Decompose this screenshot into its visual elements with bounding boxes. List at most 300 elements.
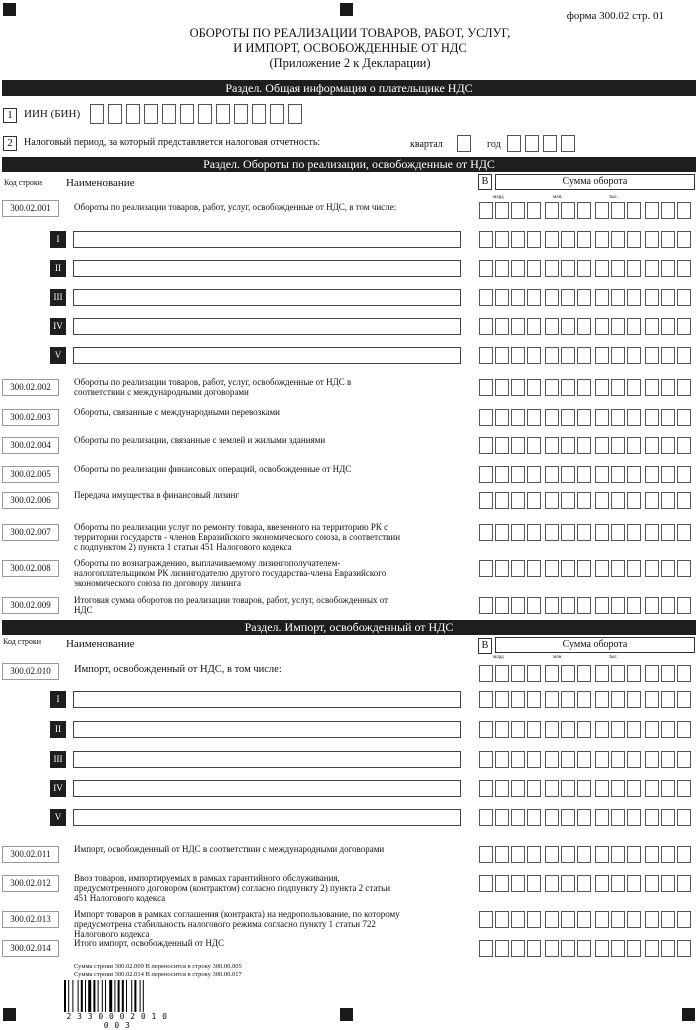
amount-digit-cell[interactable] [561, 780, 575, 797]
amount-digit-cell[interactable] [611, 911, 625, 928]
amount-digit-cell[interactable] [627, 492, 641, 509]
amount-digit-cell[interactable] [661, 780, 675, 797]
amount-digit-cell[interactable] [611, 202, 625, 219]
sub-row-name-input[interactable] [73, 347, 461, 364]
amount-digit-cell[interactable] [545, 466, 559, 483]
amount-digit-cell[interactable] [511, 409, 525, 426]
amount-digit-cell[interactable] [561, 260, 575, 277]
amount-digit-cell[interactable] [595, 202, 609, 219]
amount-digit-cell[interactable] [561, 347, 575, 364]
amount-digit-cell[interactable] [495, 202, 509, 219]
amount-digit-cell[interactable] [661, 809, 675, 826]
currency-v-cell[interactable] [479, 809, 493, 826]
amount-digit-cell[interactable] [661, 846, 675, 863]
amount-digit-cell[interactable] [545, 911, 559, 928]
amount-digit-cell[interactable] [661, 911, 675, 928]
iin-digit-cell[interactable] [162, 104, 176, 124]
year-digit-cell[interactable] [543, 135, 557, 152]
amount-digit-cell[interactable] [611, 524, 625, 541]
amount-digit-cell[interactable] [627, 347, 641, 364]
amount-digit-cell[interactable] [545, 437, 559, 454]
amount-digit-cell[interactable] [561, 560, 575, 577]
amount-digit-cell[interactable] [577, 231, 591, 248]
currency-v-cell[interactable] [479, 347, 493, 364]
sub-row-name-input[interactable] [73, 260, 461, 277]
amount-digit-cell[interactable] [627, 260, 641, 277]
currency-v-cell[interactable] [479, 379, 493, 396]
amount-digit-cell[interactable] [595, 809, 609, 826]
amount-digit-cell[interactable] [511, 524, 525, 541]
amount-digit-cell[interactable] [595, 231, 609, 248]
amount-digit-cell[interactable] [645, 524, 659, 541]
amount-digit-cell[interactable] [627, 911, 641, 928]
amount-digit-cell[interactable] [627, 231, 641, 248]
amount-digit-cell[interactable] [511, 665, 525, 682]
amount-digit-cell[interactable] [527, 289, 541, 306]
amount-digit-cell[interactable] [577, 691, 591, 708]
amount-digit-cell[interactable] [661, 437, 675, 454]
iin-digit-cell[interactable] [288, 104, 302, 124]
currency-v-cell[interactable] [479, 940, 493, 957]
amount-digit-cell[interactable] [577, 466, 591, 483]
amount-digit-cell[interactable] [527, 809, 541, 826]
amount-digit-cell[interactable] [627, 721, 641, 738]
amount-digit-cell[interactable] [627, 318, 641, 335]
amount-digit-cell[interactable] [511, 231, 525, 248]
iin-digit-cell[interactable] [108, 104, 122, 124]
amount-digit-cell[interactable] [511, 846, 525, 863]
amount-digit-cell[interactable] [495, 560, 509, 577]
amount-digit-cell[interactable] [677, 347, 691, 364]
amount-digit-cell[interactable] [661, 492, 675, 509]
amount-digit-cell[interactable] [627, 560, 641, 577]
amount-digit-cell[interactable] [577, 665, 591, 682]
amount-digit-cell[interactable] [611, 492, 625, 509]
amount-digit-cell[interactable] [627, 846, 641, 863]
amount-digit-cell[interactable] [495, 721, 509, 738]
amount-digit-cell[interactable] [577, 809, 591, 826]
amount-digit-cell[interactable] [495, 347, 509, 364]
amount-digit-cell[interactable] [577, 721, 591, 738]
amount-digit-cell[interactable] [645, 466, 659, 483]
amount-digit-cell[interactable] [527, 492, 541, 509]
amount-digit-cell[interactable] [561, 665, 575, 682]
currency-v-cell[interactable] [479, 466, 493, 483]
amount-digit-cell[interactable] [577, 560, 591, 577]
currency-v-cell[interactable] [479, 289, 493, 306]
amount-digit-cell[interactable] [545, 409, 559, 426]
amount-digit-cell[interactable] [577, 597, 591, 614]
amount-digit-cell[interactable] [561, 691, 575, 708]
amount-digit-cell[interactable] [545, 379, 559, 396]
amount-digit-cell[interactable] [661, 260, 675, 277]
amount-digit-cell[interactable] [561, 466, 575, 483]
amount-digit-cell[interactable] [677, 379, 691, 396]
currency-v-cell[interactable] [479, 437, 493, 454]
amount-digit-cell[interactable] [495, 751, 509, 768]
amount-digit-cell[interactable] [577, 524, 591, 541]
amount-digit-cell[interactable] [577, 492, 591, 509]
amount-digit-cell[interactable] [677, 560, 691, 577]
amount-digit-cell[interactable] [611, 597, 625, 614]
amount-digit-cell[interactable] [495, 940, 509, 957]
amount-digit-cell[interactable] [511, 597, 525, 614]
amount-digit-cell[interactable] [611, 318, 625, 335]
amount-digit-cell[interactable] [595, 691, 609, 708]
currency-v-cell[interactable] [479, 721, 493, 738]
amount-digit-cell[interactable] [611, 751, 625, 768]
amount-digit-cell[interactable] [677, 875, 691, 892]
amount-digit-cell[interactable] [527, 409, 541, 426]
amount-digit-cell[interactable] [595, 409, 609, 426]
amount-digit-cell[interactable] [577, 875, 591, 892]
amount-digit-cell[interactable] [595, 437, 609, 454]
amount-digit-cell[interactable] [677, 202, 691, 219]
amount-digit-cell[interactable] [511, 691, 525, 708]
amount-digit-cell[interactable] [577, 347, 591, 364]
currency-v-cell[interactable] [479, 492, 493, 509]
amount-digit-cell[interactable] [677, 524, 691, 541]
amount-digit-cell[interactable] [595, 318, 609, 335]
amount-digit-cell[interactable] [677, 721, 691, 738]
amount-digit-cell[interactable] [595, 260, 609, 277]
iin-digit-cell[interactable] [198, 104, 212, 124]
amount-digit-cell[interactable] [661, 721, 675, 738]
amount-digit-cell[interactable] [677, 318, 691, 335]
amount-digit-cell[interactable] [661, 409, 675, 426]
amount-digit-cell[interactable] [495, 691, 509, 708]
year-digit-cell[interactable] [525, 135, 539, 152]
amount-digit-cell[interactable] [661, 875, 675, 892]
amount-digit-cell[interactable] [495, 597, 509, 614]
amount-digit-cell[interactable] [661, 318, 675, 335]
currency-v-cell[interactable] [479, 409, 493, 426]
amount-digit-cell[interactable] [611, 691, 625, 708]
amount-digit-cell[interactable] [561, 437, 575, 454]
amount-digit-cell[interactable] [595, 665, 609, 682]
amount-digit-cell[interactable] [545, 780, 559, 797]
iin-digit-cell[interactable] [90, 104, 104, 124]
amount-digit-cell[interactable] [561, 875, 575, 892]
amount-digit-cell[interactable] [545, 721, 559, 738]
amount-digit-cell[interactable] [661, 751, 675, 768]
amount-digit-cell[interactable] [577, 318, 591, 335]
amount-digit-cell[interactable] [527, 875, 541, 892]
amount-digit-cell[interactable] [561, 809, 575, 826]
iin-digit-cell[interactable] [234, 104, 248, 124]
amount-digit-cell[interactable] [545, 560, 559, 577]
amount-digit-cell[interactable] [561, 409, 575, 426]
amount-digit-cell[interactable] [561, 940, 575, 957]
amount-digit-cell[interactable] [677, 691, 691, 708]
currency-v-cell[interactable] [479, 597, 493, 614]
amount-digit-cell[interactable] [495, 260, 509, 277]
amount-digit-cell[interactable] [527, 347, 541, 364]
amount-digit-cell[interactable] [511, 560, 525, 577]
amount-digit-cell[interactable] [495, 911, 509, 928]
quarter-input[interactable] [457, 135, 471, 152]
amount-digit-cell[interactable] [561, 721, 575, 738]
amount-digit-cell[interactable] [511, 289, 525, 306]
amount-digit-cell[interactable] [611, 437, 625, 454]
amount-digit-cell[interactable] [661, 940, 675, 957]
amount-digit-cell[interactable] [611, 809, 625, 826]
amount-digit-cell[interactable] [511, 492, 525, 509]
amount-digit-cell[interactable] [511, 379, 525, 396]
amount-digit-cell[interactable] [527, 721, 541, 738]
amount-digit-cell[interactable] [595, 524, 609, 541]
amount-digit-cell[interactable] [627, 665, 641, 682]
amount-digit-cell[interactable] [577, 751, 591, 768]
amount-digit-cell[interactable] [645, 437, 659, 454]
amount-digit-cell[interactable] [577, 846, 591, 863]
amount-digit-cell[interactable] [677, 289, 691, 306]
currency-v-cell[interactable] [479, 911, 493, 928]
amount-digit-cell[interactable] [495, 409, 509, 426]
currency-v-cell[interactable] [479, 202, 493, 219]
amount-digit-cell[interactable] [527, 691, 541, 708]
amount-digit-cell[interactable] [661, 560, 675, 577]
amount-digit-cell[interactable] [611, 260, 625, 277]
amount-digit-cell[interactable] [495, 466, 509, 483]
amount-digit-cell[interactable] [627, 691, 641, 708]
amount-digit-cell[interactable] [511, 318, 525, 335]
amount-digit-cell[interactable] [661, 597, 675, 614]
amount-digit-cell[interactable] [595, 492, 609, 509]
currency-v-cell[interactable] [479, 560, 493, 577]
amount-digit-cell[interactable] [561, 911, 575, 928]
amount-digit-cell[interactable] [577, 911, 591, 928]
amount-digit-cell[interactable] [627, 466, 641, 483]
amount-digit-cell[interactable] [677, 665, 691, 682]
amount-digit-cell[interactable] [545, 751, 559, 768]
amount-digit-cell[interactable] [645, 318, 659, 335]
amount-digit-cell[interactable] [595, 560, 609, 577]
amount-digit-cell[interactable] [561, 318, 575, 335]
amount-digit-cell[interactable] [611, 379, 625, 396]
amount-digit-cell[interactable] [611, 289, 625, 306]
sub-row-name-input[interactable] [73, 691, 461, 708]
amount-digit-cell[interactable] [645, 751, 659, 768]
amount-digit-cell[interactable] [661, 379, 675, 396]
amount-digit-cell[interactable] [545, 260, 559, 277]
amount-digit-cell[interactable] [645, 202, 659, 219]
amount-digit-cell[interactable] [511, 347, 525, 364]
amount-digit-cell[interactable] [661, 231, 675, 248]
amount-digit-cell[interactable] [511, 466, 525, 483]
amount-digit-cell[interactable] [611, 665, 625, 682]
amount-digit-cell[interactable] [577, 409, 591, 426]
amount-digit-cell[interactable] [611, 721, 625, 738]
iin-digit-cell[interactable] [180, 104, 194, 124]
amount-digit-cell[interactable] [627, 597, 641, 614]
amount-digit-cell[interactable] [677, 846, 691, 863]
amount-digit-cell[interactable] [627, 780, 641, 797]
amount-digit-cell[interactable] [577, 940, 591, 957]
amount-digit-cell[interactable] [677, 260, 691, 277]
amount-digit-cell[interactable] [545, 492, 559, 509]
sub-row-name-input[interactable] [73, 721, 461, 738]
amount-digit-cell[interactable] [627, 809, 641, 826]
amount-digit-cell[interactable] [595, 597, 609, 614]
amount-digit-cell[interactable] [645, 289, 659, 306]
iin-digit-cell[interactable] [270, 104, 284, 124]
amount-digit-cell[interactable] [645, 260, 659, 277]
amount-digit-cell[interactable] [561, 524, 575, 541]
amount-digit-cell[interactable] [627, 409, 641, 426]
amount-digit-cell[interactable] [627, 379, 641, 396]
amount-digit-cell[interactable] [627, 875, 641, 892]
currency-v-cell[interactable] [479, 665, 493, 682]
amount-digit-cell[interactable] [527, 665, 541, 682]
amount-digit-cell[interactable] [595, 940, 609, 957]
amount-digit-cell[interactable] [645, 691, 659, 708]
amount-digit-cell[interactable] [527, 911, 541, 928]
amount-digit-cell[interactable] [661, 202, 675, 219]
amount-digit-cell[interactable] [545, 940, 559, 957]
amount-digit-cell[interactable] [545, 202, 559, 219]
amount-digit-cell[interactable] [511, 751, 525, 768]
amount-digit-cell[interactable] [495, 780, 509, 797]
amount-digit-cell[interactable] [611, 560, 625, 577]
amount-digit-cell[interactable] [577, 437, 591, 454]
amount-digit-cell[interactable] [495, 875, 509, 892]
amount-digit-cell[interactable] [545, 597, 559, 614]
amount-digit-cell[interactable] [645, 560, 659, 577]
amount-digit-cell[interactable] [645, 809, 659, 826]
amount-digit-cell[interactable] [595, 721, 609, 738]
amount-digit-cell[interactable] [545, 809, 559, 826]
amount-digit-cell[interactable] [561, 202, 575, 219]
amount-digit-cell[interactable] [595, 379, 609, 396]
amount-digit-cell[interactable] [595, 289, 609, 306]
iin-digit-cell[interactable] [216, 104, 230, 124]
year-digit-cell[interactable] [507, 135, 521, 152]
sub-row-name-input[interactable] [73, 231, 461, 248]
amount-digit-cell[interactable] [677, 809, 691, 826]
amount-digit-cell[interactable] [661, 524, 675, 541]
amount-digit-cell[interactable] [511, 911, 525, 928]
amount-digit-cell[interactable] [495, 231, 509, 248]
amount-digit-cell[interactable] [611, 231, 625, 248]
amount-digit-cell[interactable] [527, 437, 541, 454]
amount-digit-cell[interactable] [595, 780, 609, 797]
amount-digit-cell[interactable] [595, 347, 609, 364]
amount-digit-cell[interactable] [511, 437, 525, 454]
amount-digit-cell[interactable] [595, 846, 609, 863]
amount-digit-cell[interactable] [545, 691, 559, 708]
amount-digit-cell[interactable] [645, 231, 659, 248]
amount-digit-cell[interactable] [545, 347, 559, 364]
currency-v-cell[interactable] [479, 524, 493, 541]
currency-v-cell[interactable] [479, 231, 493, 248]
amount-digit-cell[interactable] [645, 875, 659, 892]
amount-digit-cell[interactable] [677, 437, 691, 454]
amount-digit-cell[interactable] [661, 347, 675, 364]
currency-v-cell[interactable] [479, 260, 493, 277]
amount-digit-cell[interactable] [527, 318, 541, 335]
amount-digit-cell[interactable] [527, 202, 541, 219]
amount-digit-cell[interactable] [495, 665, 509, 682]
amount-digit-cell[interactable] [545, 231, 559, 248]
amount-digit-cell[interactable] [645, 347, 659, 364]
amount-digit-cell[interactable] [561, 492, 575, 509]
amount-digit-cell[interactable] [661, 691, 675, 708]
amount-digit-cell[interactable] [527, 260, 541, 277]
amount-digit-cell[interactable] [527, 560, 541, 577]
amount-digit-cell[interactable] [677, 751, 691, 768]
amount-digit-cell[interactable] [527, 780, 541, 797]
amount-digit-cell[interactable] [495, 524, 509, 541]
iin-digit-cell[interactable] [144, 104, 158, 124]
amount-digit-cell[interactable] [527, 751, 541, 768]
amount-digit-cell[interactable] [545, 289, 559, 306]
amount-digit-cell[interactable] [577, 260, 591, 277]
amount-digit-cell[interactable] [545, 665, 559, 682]
amount-digit-cell[interactable] [677, 940, 691, 957]
amount-digit-cell[interactable] [645, 911, 659, 928]
amount-digit-cell[interactable] [545, 846, 559, 863]
amount-digit-cell[interactable] [511, 809, 525, 826]
amount-digit-cell[interactable] [627, 751, 641, 768]
amount-digit-cell[interactable] [645, 379, 659, 396]
amount-digit-cell[interactable] [561, 379, 575, 396]
amount-digit-cell[interactable] [527, 466, 541, 483]
amount-digit-cell[interactable] [495, 846, 509, 863]
amount-digit-cell[interactable] [511, 780, 525, 797]
amount-digit-cell[interactable] [611, 846, 625, 863]
amount-digit-cell[interactable] [595, 875, 609, 892]
iin-digit-cell[interactable] [252, 104, 266, 124]
amount-digit-cell[interactable] [611, 466, 625, 483]
iin-digit-cell[interactable] [126, 104, 140, 124]
year-digit-cell[interactable] [561, 135, 575, 152]
sub-row-name-input[interactable] [73, 809, 461, 826]
amount-digit-cell[interactable] [595, 751, 609, 768]
currency-v-cell[interactable] [479, 691, 493, 708]
amount-digit-cell[interactable] [577, 289, 591, 306]
amount-digit-cell[interactable] [645, 846, 659, 863]
amount-digit-cell[interactable] [495, 318, 509, 335]
amount-digit-cell[interactable] [511, 260, 525, 277]
currency-v-cell[interactable] [479, 875, 493, 892]
amount-digit-cell[interactable] [495, 379, 509, 396]
amount-digit-cell[interactable] [645, 940, 659, 957]
amount-digit-cell[interactable] [511, 721, 525, 738]
amount-digit-cell[interactable] [661, 466, 675, 483]
amount-digit-cell[interactable] [545, 875, 559, 892]
amount-digit-cell[interactable] [577, 379, 591, 396]
amount-digit-cell[interactable] [627, 202, 641, 219]
amount-digit-cell[interactable] [527, 597, 541, 614]
amount-digit-cell[interactable] [527, 846, 541, 863]
amount-digit-cell[interactable] [677, 466, 691, 483]
amount-digit-cell[interactable] [645, 721, 659, 738]
amount-digit-cell[interactable] [611, 940, 625, 957]
amount-digit-cell[interactable] [645, 409, 659, 426]
amount-digit-cell[interactable] [677, 409, 691, 426]
amount-digit-cell[interactable] [527, 231, 541, 248]
amount-digit-cell[interactable] [611, 409, 625, 426]
amount-digit-cell[interactable] [577, 780, 591, 797]
amount-digit-cell[interactable] [611, 875, 625, 892]
amount-digit-cell[interactable] [611, 780, 625, 797]
amount-digit-cell[interactable] [677, 911, 691, 928]
amount-digit-cell[interactable] [561, 289, 575, 306]
currency-v-cell[interactable] [479, 751, 493, 768]
amount-digit-cell[interactable] [545, 318, 559, 335]
amount-digit-cell[interactable] [511, 202, 525, 219]
